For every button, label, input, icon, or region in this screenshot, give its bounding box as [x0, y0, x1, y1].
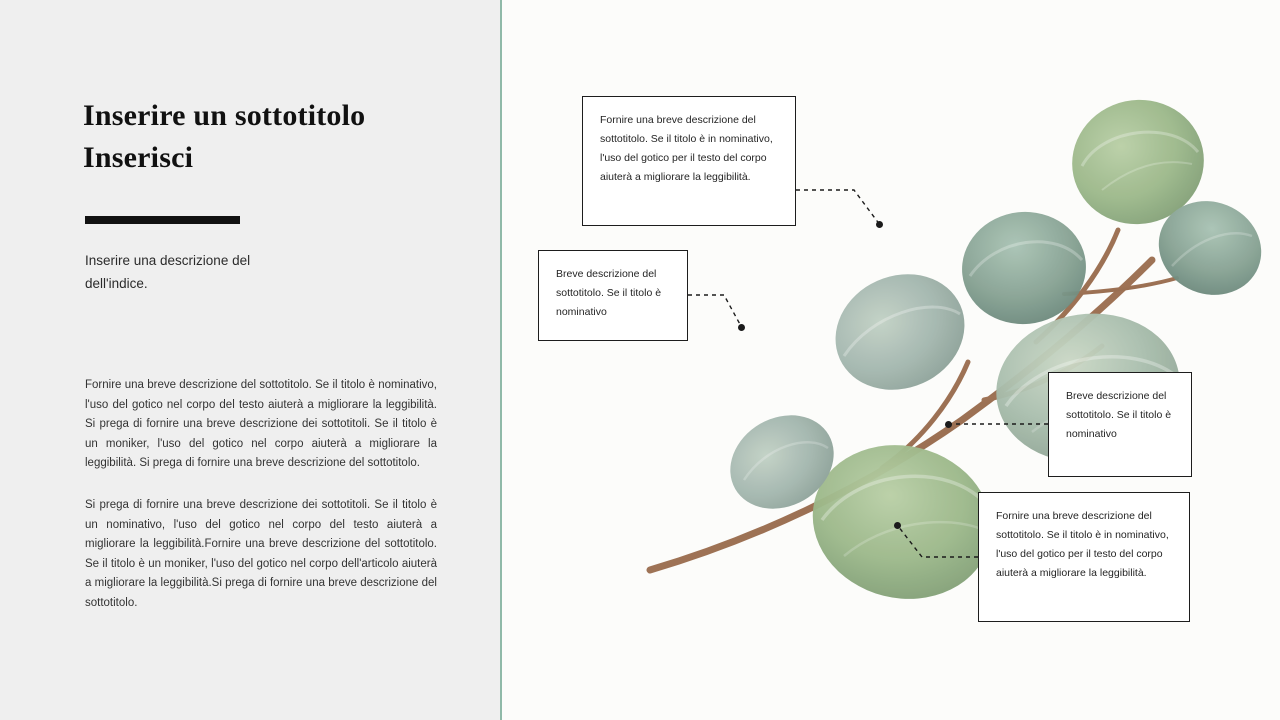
- subtitle-line-2: dell'indice.: [85, 276, 148, 291]
- callout-text-3: Breve descrizione del sottotitolo. Se il titolo è nominativo: [1066, 390, 1172, 440]
- leader-dot-3: [945, 421, 952, 428]
- callout-text-1: Fornire una breve descrizione del sottotitolo. Se il titolo è in nominativo, l'uso del gotico per il testo del corpo aiuterà a migliorare la leggibilità.: [600, 114, 773, 183]
- callout-box-4[interactable]: [978, 492, 1190, 622]
- right-illustration-panel: [502, 0, 1280, 720]
- callout-box-2[interactable]: [538, 250, 688, 341]
- title-underline-rule: [85, 216, 240, 224]
- subtitle-line-1: Inserire una descrizione del: [85, 253, 251, 268]
- leader-dot-1: [876, 221, 883, 228]
- page-title-line-1: Inserire un sottotitolo: [83, 99, 366, 132]
- callout-text-2: Breve descrizione del sottotitolo. Se il titolo è nominativo: [556, 268, 662, 318]
- callout-text-4: Fornire una breve descrizione del sottotitolo. Se il titolo è in nominativo, l'uso del gotico per il testo del corpo aiuterà a migliorare la leggibilità.: [996, 510, 1169, 579]
- leader-dot-2: [738, 324, 745, 331]
- callout-box-1[interactable]: [582, 96, 796, 226]
- leader-dot-4: [894, 522, 901, 529]
- left-text-panel: [0, 0, 500, 720]
- body-paragraph-2: Si prega di fornire una breve descrizione dei sottotitoli. Se il titolo è un nominativo, l'uso del gotico nel corpo del testo aiuterà a migliorare la leggibilità.Fornire una breve descrizione del sottotitolo. Se il titolo è un moniker, l'uso del gotico nel corpo dell'articolo aiuterà a migliorare la leggibilità.Si prega di fornire una breve descrizione del sottotitolo.: [85, 498, 437, 609]
- body-text-block: [85, 376, 437, 614]
- page-title-line-2: Inserisci: [83, 141, 194, 174]
- subtitle-text: [85, 249, 405, 295]
- page-title: [83, 95, 463, 179]
- body-paragraph-1: Fornire una breve descrizione del sottotitolo. Se il titolo è nominativo, l'uso del gotico nel corpo del testo aiuterà a migliorare la leggibilità. Si prega di fornire una breve descrizione dei sottotitoli. Se il titolo è un moniker, l'uso del gotico nel corpo aiuterà a migliorare la leggibilità. Si prega di fornire una breve descrizione del sottotitolo.: [85, 379, 437, 470]
- callout-box-3[interactable]: [1048, 372, 1192, 477]
